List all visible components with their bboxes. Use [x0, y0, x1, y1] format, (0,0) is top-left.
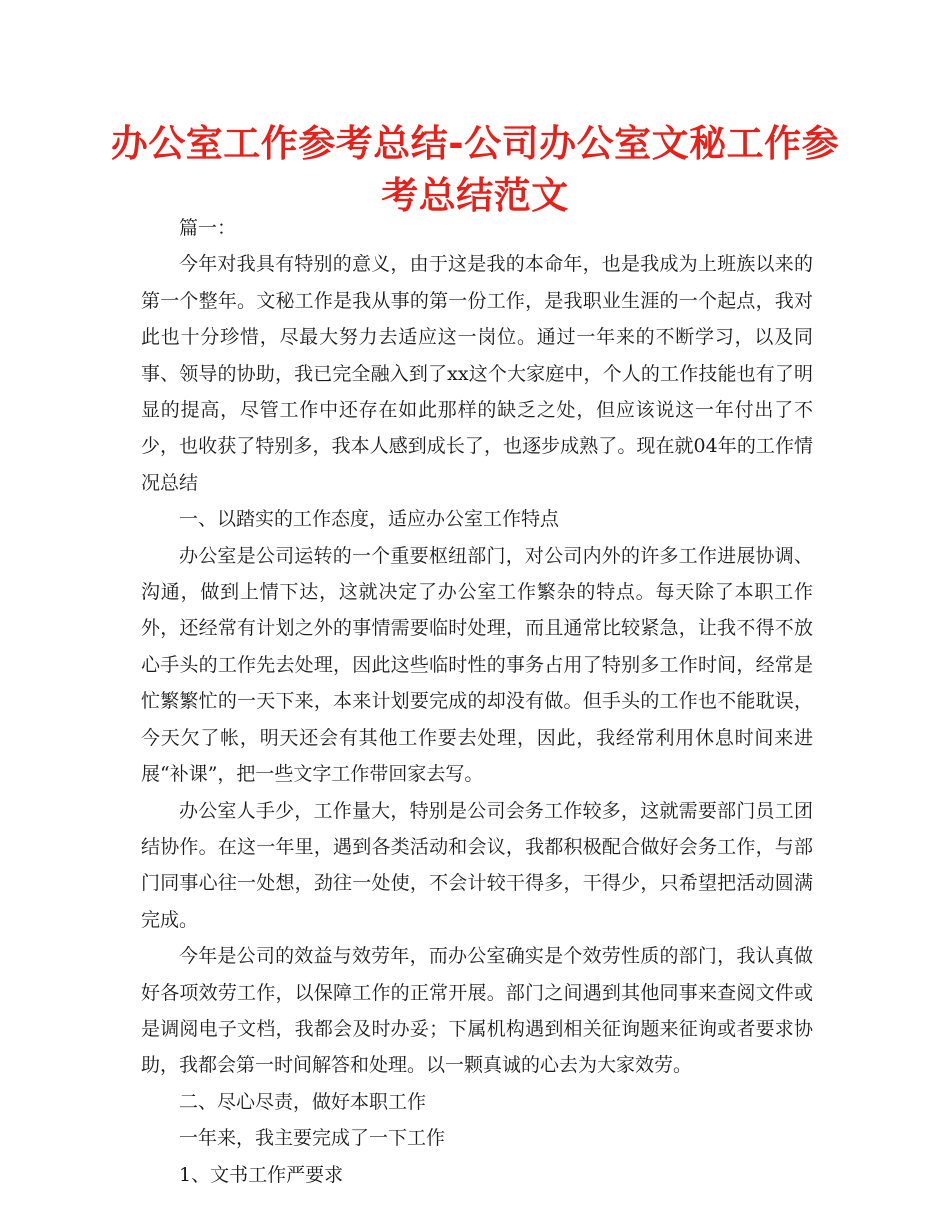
document-body [141, 210, 813, 1193]
section-heading: 二、尽心尽责，做好本职工作 [179, 1090, 427, 1113]
body-paragraph: 办公室人手少，工作量大，特别是公司会务工作较多，这就需要部门员工团结协作。在这一年里，遇到各类活动和会议，我都积极配合做好会务工作，与部门同事心往一处想，劲往一处使，不会计较干得多，干得少，只希望把活动圆满完成。 [141, 799, 813, 931]
section-label: 篇一： [179, 217, 237, 239]
body-paragraph: 一年来，我主要完成了一下工作 [179, 1127, 446, 1150]
body-paragraph: 今年对我具有特别的意义，由于这是我的本命年，也是我成为上班族以来的第一个整年。文秘工作是我从事的第一份工作，是我职业生涯的一个起点，我对此也十分珍惜，尽最大努力去适应这一岗位。通过一年来的不断学习，以及同事、领导的协助，我已完全融入到了xx这个大家庭中，个人的工作技能也有了明显的提高，尽管工作中还存在如此那样的缺乏之处，但应该说这一年付出了不少，也收获了特别多，我本人感到成长了，也逐步成熟了。现在就04年的工作情况总结 [141, 253, 813, 494]
body-paragraph: 办公室是公司运转的一个重要枢纽部门，对公司内外的许多工作进展协调、沟通，做到上情下达，这就决定了办公室工作繁杂的特点。每天除了本职工作外，还经常有计划之外的事情需要临时处理，而且通常比较紧急，让我不得不放心手头的工作先去处理，因此这些临时性的事务占用了特别多工作时间，经常是忙繁繁忙的一天下来，本来计划要完成的却没有做。但手头的工作也不能耽误，今天欠了帐，明天还会有其他工作要去处理，因此，我经常利用休息时间来进展“补课”，把一些文字工作带回家去写。 [141, 544, 813, 786]
body-paragraph: 今年是公司的效益与效劳年，而办公室确实是个效劳性质的部门，我认真做好各项效劳工作，以保障工作的正常开展。部门之间遇到其他同事来查阅文件或是调阅电子文档，我都会及时办妥；下属机构遇到相关征询题来征询或者要求协助，我都会第一时间解答和处理。以一颗真诚的心去为大家效劳。 [141, 945, 813, 1077]
document-title: 办公室工作参考总结-公司办公室文秘工作参考总结范文 [110, 122, 840, 217]
subsection-heading: 1、文书工作严要求 [179, 1163, 344, 1186]
section-heading: 一、以踏实的工作态度，适应办公室工作特点 [179, 508, 560, 531]
